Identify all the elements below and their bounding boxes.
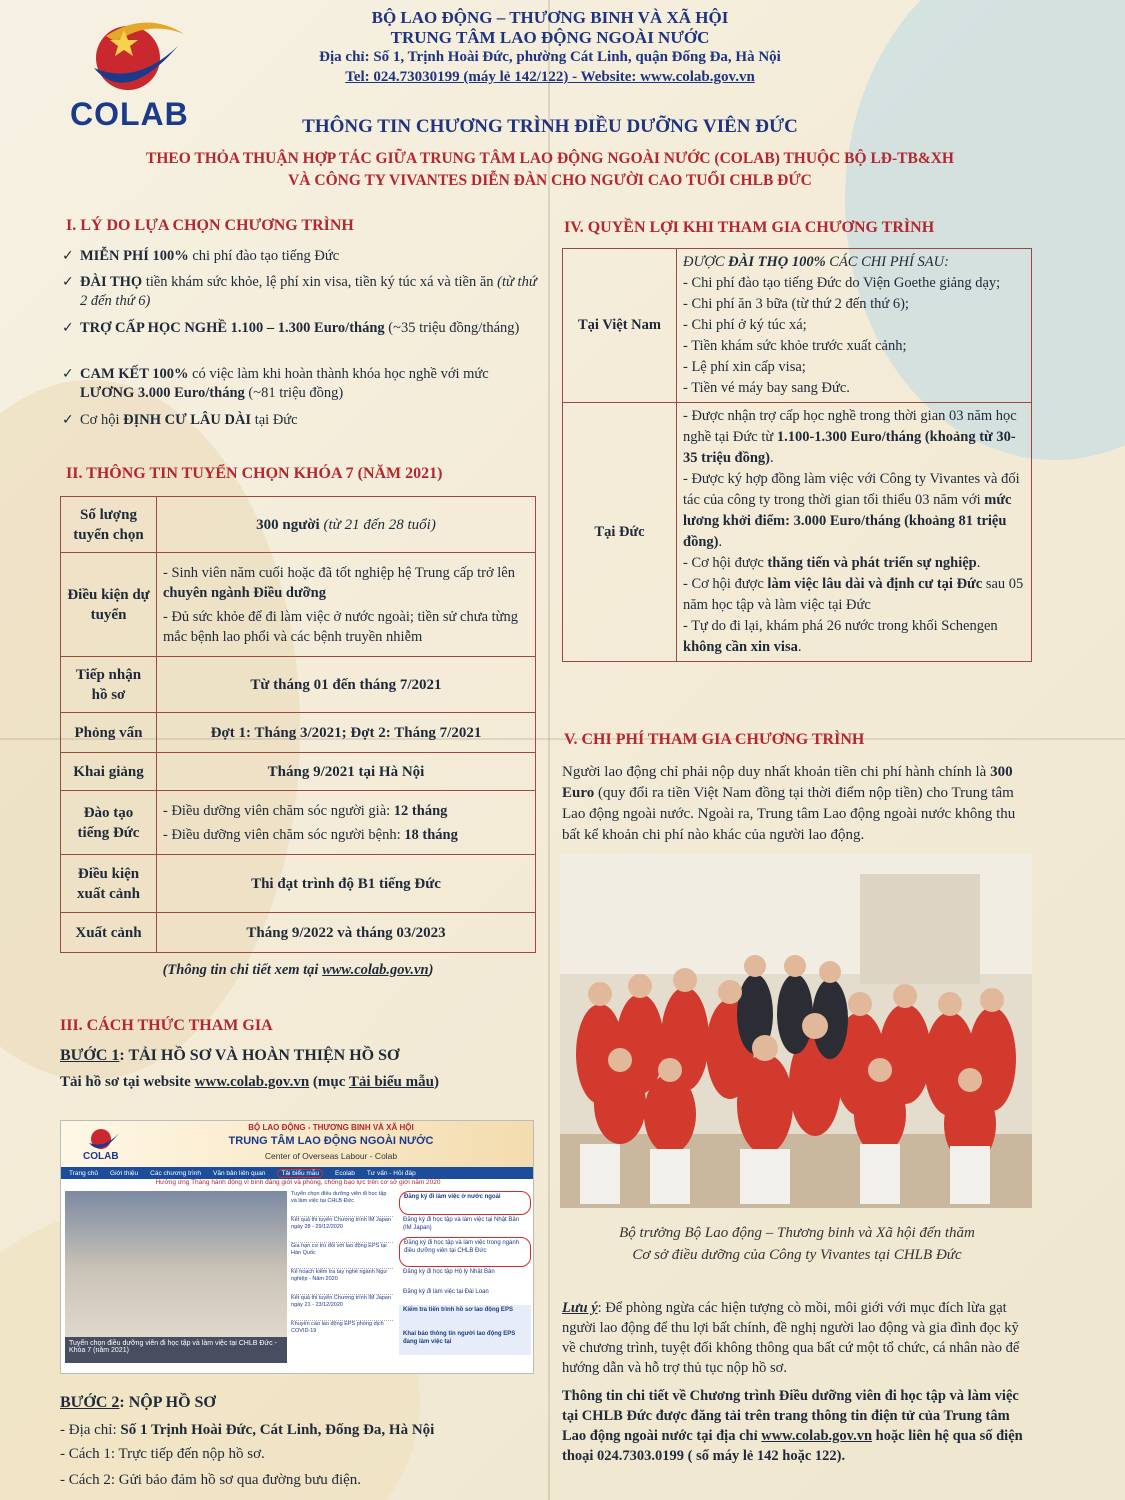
step2-label: BƯỚC 2 [60,1394,120,1411]
benefit-item: - Chi phí ăn 3 bữa (từ thứ 2 đến thứ 6); [683,296,909,312]
web-nav-item[interactable]: Tư vấn - Hỏi đáp [366,1169,416,1177]
benefit-item: - Chi phí đào tạo tiếng Đức do Viện Goethe giảng dạy; [683,275,1001,291]
web-news-item[interactable]: Khuyến cáo lao động EPS phòng dịch COVID-19 [291,1321,384,1334]
reason-bold: ĐÀI THỌ [80,274,143,290]
row-key: Tại Đức [563,403,677,662]
table-row [563,403,1032,662]
row-key: Phỏng vấn [61,713,157,753]
benefit-item [683,616,1025,658]
section2-heading: II. THÔNG TIN TUYỂN CHỌN KHÓA 7 (NĂM 2021) [66,465,443,482]
caption-line: Bộ trưởng Bộ Lao động – Thương binh và Xã hội đến thăm [619,1225,975,1241]
row-value [157,553,536,657]
web-right-item[interactable]: Đăng ký đi học tập và làm việc trong ngành điều dưỡng viên tại CHLB Đức [399,1237,531,1267]
header [240,8,860,87]
reason-italic: (từ thứ 2 đến thứ 6) [80,274,537,309]
benefit-text: - Cơ hội được [683,555,768,571]
row-line-bold: 12 tháng [393,802,448,819]
note-text: : Để phòng ngừa các hiện tượng cò mồi, môi giới với mục đích lừa gạt người lao động để thu lợi bất chính, đề nghị người lao động và gia đình đọc kỹ về chương trình, tuyệt đối không thông qua bất cứ một tổ chức, cá nhân nào để hướng dẫn và hỗ trợ thủ tục nộp hồ sơ. [562,1300,1020,1376]
row-value-text: 300 người [256,516,320,533]
benefit-item: - Chi phí ở ký túc xá; [683,317,807,333]
web-news-item[interactable]: Kết quả thi tuyển Chương trình IM Japan ngày 21 - 23/12/2020 [291,1295,393,1321]
center-name: TRUNG TÂM LAO ĐỘNG NGOÀI NƯỚC [390,28,710,47]
web-nav-item[interactable]: Các chương trình [150,1169,202,1177]
intro-bold: ĐÀI THỌ 100% [728,254,826,270]
website-link[interactable]: www.colab.gov.vn [761,1428,873,1444]
warning-note [562,1298,1032,1378]
web-nav [61,1167,534,1179]
web-right-item[interactable]: Đăng ký đi học tập và làm việc tại Nhật Bản (IM Japan) [403,1217,520,1231]
website-link[interactable]: www.colab.gov.vn [194,1074,310,1090]
subtitle-line: THEO THỎA THUẬN HỢP TÁC GIỮA TRUNG TÂM LAO ĐỘNG NGOÀI NƯỚC (COLAB) THUỘC BỘ LĐ-TB&XH [146,150,954,167]
benefit-text: - Được ký hợp đồng làm việc với Công ty Vivantes và đối tác của công ty trong thời gian tối thiểu 03 năm với [683,471,1020,508]
table-row [61,713,536,753]
web-news-list [291,1191,393,1347]
web-ministry: BỘ LAO ĐỘNG - THƯƠNG BINH VÀ XÃ HỘI [248,1123,414,1132]
reason-text: Cơ hội [80,412,124,428]
reason-item [62,365,540,403]
row-line [163,825,529,845]
reason-bold: ĐỊNH CƯ LÂU DÀI [123,412,252,428]
web-english: Center of Overseas Labour - Colab [264,1151,398,1161]
step1-mid: (mục [309,1074,349,1090]
row-value: Từ tháng 01 đến tháng 7/2021 [157,657,536,713]
step1-label: BƯỚC 1 [60,1047,120,1064]
row-line [163,801,529,821]
step2-method: - Cách 1: Trực tiếp đến nộp hồ sơ. [60,1446,265,1462]
row-key: Xuất cảnh [61,913,157,953]
web-nav-item[interactable]: Ecolab [335,1169,355,1177]
note-link[interactable]: www.colab.gov.vn [322,962,429,978]
step2-title: : NỘP HỒ SƠ [119,1394,216,1411]
note-text: (Thông tin chi tiết xem tại [162,962,323,978]
step2-address [60,1422,434,1439]
detail-note [60,962,536,979]
row-line [163,563,529,603]
web-photo-caption: Tuyển chọn điều dưỡng viên đi học tập và làm việc tại CHLB Đức - Khóa 7 (năm 2021) [65,1337,287,1363]
section3-heading: III. CÁCH THỨC THAM GIA [60,1017,273,1034]
benefit-item [683,469,1025,553]
table-row [61,791,536,855]
recruitment-table [60,496,536,953]
subtitle-line: VÀ CÔNG TY VIVANTES DIỄN ĐÀN CHO NGƯỜI CAO TUỔI CHLB ĐỨC [288,172,812,189]
benefit-intro [683,252,1025,273]
web-right-item[interactable]: Khai báo thông tin người lao động EPS đang làm việc tại [399,1329,531,1355]
section4-heading: IV. QUYỀN LỢI KHI THAM GIA CHƯƠNG TRÌNH [564,219,935,236]
reason-text: tại Đức [251,412,298,428]
intro-text: CÁC CHI PHÍ SAU: [825,254,949,270]
benefit-text: . [770,450,774,466]
benefit-bold: làm việc lâu dài và định cư tại Đức [767,576,983,592]
cost-bold: 300 Euro [562,764,1013,801]
benefit-text: - Cơ hội được [683,576,768,592]
row-key: Đào tạo tiếng Đức [61,791,157,855]
table-row [61,657,536,713]
page-subtitle [80,148,1020,192]
reason-text: tiền khám sức khỏe, lệ phí xin visa, tiền ký túc xá và tiền ăn [142,274,498,290]
reason-bold: LƯƠNG 3.000 Euro/tháng [80,385,245,401]
benefit-bold: thăng tiến và phát triển sự nghiệp [767,555,977,571]
step1-text [60,1074,439,1091]
paper-fold [548,0,550,1500]
web-news-item[interactable]: Gia hạn cư trú đối với lao động EPS tại Hàn Quốc [291,1243,393,1269]
table-row [61,497,536,553]
reason-item [62,411,540,430]
web-photo [65,1191,287,1363]
web-nav-item[interactable]: Tải biểu mẫu [277,1169,323,1178]
row-key: Tại Việt Nam [563,249,677,403]
row-line: - Đủ sức khỏe để đi làm việc ở nước ngoài; tiền sử chưa từng mắc bệnh lao phổi và các bệnh truyền nhiễm [163,608,519,645]
row-line-bold: chuyên ngành Điều dưỡng [163,584,326,601]
contact-text: hoặc liên hệ qua số điện thoại 024.7303.0199 ( số máy lẻ 142 hoặc 122). [562,1428,1023,1464]
benefit-text: - Tự do đi lại, khám phá 26 nước trong khối Schengen [683,618,998,634]
benefit-item [683,574,1025,616]
check-icon: ✓ [62,274,74,290]
web-logo-text: COLAB [83,1151,119,1162]
step2-addr: Số 1 Trịnh Hoài Đức, Cát Linh, Đống Đa, Hà Nội [120,1422,435,1438]
ministry-name: BỘ LAO ĐỘNG – THƯƠNG BINH VÀ XÃ HỘI [371,8,729,27]
benefit-item: - Tiền vé máy bay sang Đức. [683,380,850,396]
benefit-bold: 1.100-1.300 Euro/tháng (khoảng từ 30-35 triệu đồng) [683,429,1016,466]
reason-text: có việc làm khi hoàn thành khóa học nghề với mức [188,366,489,382]
photo-caption [562,1222,1032,1266]
contact-paragraph [562,1386,1032,1466]
benefit-item: - Lệ phí xin cấp visa; [683,359,806,375]
check-icon: ✓ [62,248,74,264]
forms-link[interactable]: Tải biểu mẫu [348,1074,434,1090]
web-right-item[interactable]: Đăng ký đi làm việc tại Đài Loan [403,1289,489,1295]
row-key: Tiếp nhận hồ sơ [61,657,157,713]
cost-text: (quy đổi ra tiền Việt Nam đồng tại thời điểm nộp tiền) cho Trung tâm Lao động ngoài nước. Ngoài ra, Trung tâm Lao động ngoài nước không thu bất kể khoản chi phí nào khác của người lao động. [562,785,1016,843]
web-news-item[interactable]: Tuyển chọn điều dưỡng viên đi học tập và làm việc tại CHLB Đức [291,1191,393,1217]
benefit-item [683,553,1025,574]
step2-heading [60,1394,216,1412]
table-row [563,249,1032,403]
benefit-text: . [718,534,723,550]
row-value [157,497,536,553]
row-key: Khai giảng [61,753,157,791]
group-photo-image [560,854,1032,1208]
web-center: TRUNG TÂM LAO ĐỘNG NGOÀI NƯỚC [228,1135,434,1147]
reason-bold: TRỢ CẤP HỌC NGHỀ 1.100 – 1.300 Euro/tháng [80,320,385,336]
row-key: Điều kiện dự tuyển [61,553,157,657]
benefit-item [683,406,1025,469]
row-value [677,249,1032,403]
web-right-item[interactable]: Đăng ký đi làm việc ở nước ngoài [399,1191,531,1215]
reason-item [62,273,540,311]
page-title: THÔNG TIN CHƯƠNG TRÌNH ĐIỀU DƯỠNG VIÊN ĐỨC [302,116,798,137]
website-screenshot [60,1120,534,1374]
cost-text: Người lao động chỉ phải nộp duy nhất khoản tiền chi phí hành chính là [562,764,991,780]
section5-heading: V. CHI PHÍ THAM GIA CHƯƠNG TRÌNH [564,731,865,748]
section1-heading: I. LÝ DO LỰA CHỌN CHƯƠNG TRÌNH [66,217,354,234]
benefit-text: - Được nhận trợ cấp học nghề trong thời gian 03 năm học nghề tại Đức từ [683,408,1017,445]
benefit-bold: mức lương khởi điểm: 3.000 Euro/tháng (khoảng 81 triệu đồng) [683,492,1012,550]
reason-bold: CAM KẾT 100% [80,366,189,382]
caption-line: Cơ sở điều dưỡng của Công ty Vivantes tại CHLB Đức [632,1247,962,1263]
note-label: Lưu ý [562,1300,598,1316]
step1-pre: Tải hồ sơ tại website [60,1074,195,1090]
row-key: Số lượng tuyển chọn [61,497,157,553]
table-row [61,855,536,913]
row-value: Đợt 1: Tháng 3/2021; Đợt 2: Tháng 7/2021 [157,713,536,753]
step2-addr-pre: - Địa chỉ: [60,1422,121,1438]
table-row [61,753,536,791]
step1-heading [60,1047,399,1065]
contact-text: Thông tin chi tiết về Chương trình Điều dưỡng viên đi học tập và làm việc tại CHLB Đức được đăng tải trên trang thông tin điện tử của Trung tâm Lao động ngoài nước tại địa chỉ [562,1388,1019,1444]
reason-text: (~35 triệu đồng/tháng) [384,320,520,336]
check-icon: ✓ [62,366,74,382]
web-right-item[interactable]: Kiểm tra tiến trình hồ sơ lao động EPS [399,1305,531,1329]
benefit-item: - Tiền khám sức khỏe trước xuất cảnh; [683,338,907,354]
benefit-text: sau 05 năm học tập và làm việc tại Đức [683,576,1024,613]
row-value: Thi đạt trình độ B1 tiếng Đức [157,855,536,913]
table-row [61,913,536,953]
benefit-bold: không cần xin visa [683,639,798,655]
benefit-text: . [797,639,802,655]
benefits-table [562,248,1032,662]
intro-text: ĐƯỢC [683,254,729,270]
web-banner: Hưởng ứng Tháng hành động vì bình đẳng giới và phòng, chống bạo lực trên cơ sở giới năm 2020 [155,1179,441,1186]
check-icon: ✓ [62,412,74,428]
row-line-bold: 18 tháng [404,826,458,843]
group-photo [560,854,1032,1208]
step1-post: ) [433,1074,439,1090]
row-value [677,403,1032,662]
row-value: Tháng 9/2022 và tháng 03/2023 [157,913,536,953]
reason-item [62,247,540,266]
row-value: Tháng 9/2021 tại Hà Nội [157,753,536,791]
row-line-text: - Điều dưỡng viên chăm sóc người già: [163,802,394,819]
row-value [157,791,536,855]
logo-text: COLAB [70,96,189,132]
step1-title: : TẢI HỒ SƠ VÀ HOÀN THIỆN HỒ SƠ [119,1047,400,1064]
cost-paragraph [562,762,1032,846]
row-line-text: - Sinh viên năm cuối hoặc đã tốt nghiệp hệ Trung cấp trở lên [163,564,515,581]
table-row [61,553,536,657]
row-value-italic: (từ 21 đến 28 tuổi) [319,516,436,533]
row-key: Điều kiện xuất cảnh [61,855,157,913]
check-icon: ✓ [62,320,74,336]
web-nav-item[interactable]: Giới thiệu [110,1169,139,1177]
note-text: ) [428,962,434,978]
web-nav-item[interactable]: Văn bản liên quan [213,1169,266,1177]
web-right-item[interactable]: Đăng ký đi học tập Hộ lý Nhật Bản [403,1269,495,1275]
reason-text: (~81 triệu đồng) [244,385,344,401]
web-news-item[interactable]: Kế hoạch kiểm tra tay nghề ngành Ngư nghiệp - Năm 2020 [291,1269,393,1295]
web-nav-item[interactable]: Trang chủ [69,1169,99,1177]
row-line-text: - Điều dưỡng viên chăm sóc người bệnh: [163,826,405,843]
reason-text: chi phí đào tạo tiếng Đức [188,248,340,264]
contact: Tel: 024.73030199 (máy lẻ 142/122) - Website: www.colab.gov.vn [345,69,755,85]
benefit-text: . [976,555,981,571]
web-news-item[interactable]: Kết quả thi tuyển Chương trình IM Japan ngày 28 - 29/12/2020 [291,1217,393,1243]
address: Địa chỉ: Số 1, Trịnh Hoài Đức, phường Cát Linh, quận Đống Đa, Hà Nội [319,49,781,65]
reason-bold: MIỄN PHÍ 100% [80,248,189,264]
reason-item [62,319,540,338]
web-right-panel [399,1191,531,1355]
step2-method: - Cách 2: Gửi bảo đảm hồ sơ qua đường bưu điện. [60,1472,362,1488]
